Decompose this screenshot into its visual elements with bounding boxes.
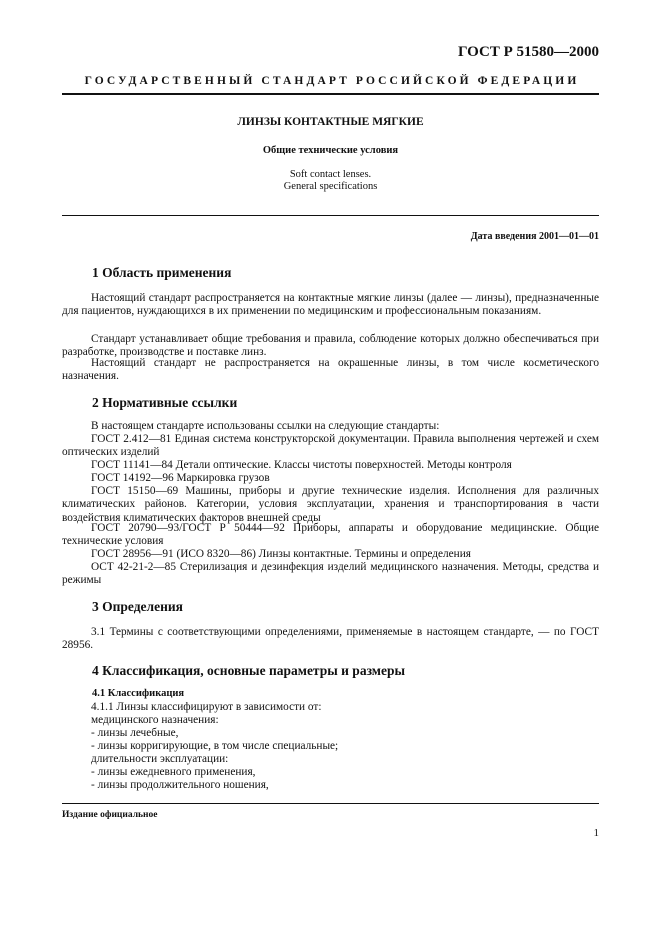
reference-item: ГОСТ 11141—84 Детали оптические. Классы чистоты поверхностей. Методы контроля bbox=[91, 459, 512, 471]
section-3-heading: 3 Определения bbox=[92, 599, 183, 614]
classification-line: длительности эксплуатации: bbox=[91, 753, 229, 765]
reference-item: ГОСТ 20790—93/ГОСТ Р 50444—92 Приборы, аппараты и оборудование медицинские. Общие технические условия bbox=[62, 522, 599, 548]
references-intro: В настоящем стандарте использованы ссылки на следующие стандарты: bbox=[91, 420, 440, 432]
english-title-line-2: General specifications bbox=[283, 181, 378, 192]
classification-line: 4.1.1 Линзы классифицируют в зависимости от: bbox=[91, 701, 322, 713]
section-1-paragraph-1: Настоящий стандарт распространяется на контактные мягкие линзы (далее — линзы), предназначенные для пациентов, нуждающихся в их применении по медицинским и профессиональным показаниям. bbox=[62, 292, 599, 318]
section-4-heading: 4 Классификация, основные параметры и размеры bbox=[92, 663, 406, 678]
section-3-paragraph-1: 3.1 Термины с соответствующими определениями, применяемые в настоящем стандарте, — по ГОСТ 28956. bbox=[62, 626, 599, 652]
introduction-date: Дата введения 2001—01—01 bbox=[470, 231, 599, 242]
reference-item: ГОСТ 15150—69 Машины, приборы и другие технические изделия. Исполнения для различных климатических районов. Категории, условия эксплуатации, хранения и транспортирования в части воздействия климатических факторов внешней среды bbox=[62, 485, 599, 524]
document-id: ГОСТ Р 51580—2000 bbox=[457, 44, 599, 60]
subsection-4-1-heading: 4.1 Классификация bbox=[92, 688, 185, 699]
document-title: ЛИНЗЫ КОНТАКТНЫЕ МЯГКИЕ bbox=[237, 116, 424, 128]
footer-rule bbox=[62, 803, 599, 804]
classification-line: - линзы продолжительного ношения, bbox=[91, 779, 269, 791]
classification-line: медицинского назначения: bbox=[91, 714, 219, 726]
reference-item: ГОСТ 2.412—81 Единая система конструкторской документации. Правила выполнения чертежей и схем оптических изделий bbox=[62, 433, 599, 459]
classification-line: - линзы ежедневного применения, bbox=[91, 766, 256, 778]
classification-line: - линзы корригирующие, в том числе специальные; bbox=[91, 740, 339, 752]
title-rule bbox=[62, 215, 599, 216]
standard-title: ГОСУДАРСТВЕННЫЙ СТАНДАРТ РОССИЙСКОЙ ФЕДЕРАЦИИ bbox=[84, 75, 580, 87]
section-1-paragraph-2: Стандарт устанавливает общие требования и правила, соблюдение которых должно обеспечиваться при разработке, производстве и поставке линз. bbox=[62, 333, 599, 359]
edition-note: Издание официальное bbox=[62, 810, 158, 820]
classification-line: - линзы лечебные, bbox=[91, 727, 179, 739]
section-2-heading: 2 Нормативные ссылки bbox=[92, 395, 238, 410]
section-1-paragraph-3: Настоящий стандарт не распространяется на окрашенные линзы, в том числе косметического назначения. bbox=[62, 357, 599, 383]
reference-item: ОСТ 42-21-2—85 Стерилизация и дезинфекция изделий медицинского назначения. Методы, средства и режимы bbox=[62, 561, 599, 587]
reference-item: ГОСТ 28956—91 (ИСО 8320—86) Линзы контактные. Термины и определения bbox=[91, 548, 471, 560]
reference-item: ГОСТ 14192—96 Маркировка грузов bbox=[91, 472, 270, 484]
top-rule bbox=[62, 93, 599, 95]
english-title-line-1: Soft contact lenses. bbox=[289, 169, 372, 180]
page-number: 1 bbox=[593, 827, 599, 839]
document-subtitle: Общие технические условия bbox=[262, 145, 399, 156]
section-1-heading: 1 Область применения bbox=[92, 265, 232, 280]
